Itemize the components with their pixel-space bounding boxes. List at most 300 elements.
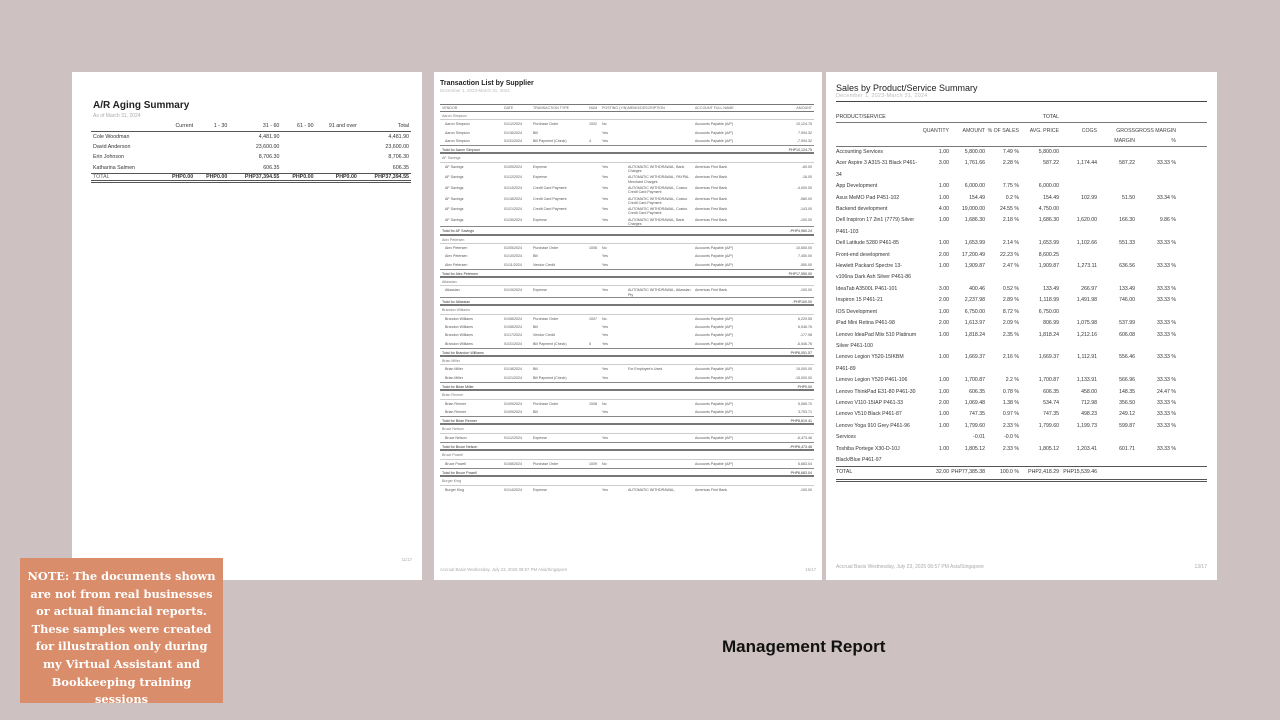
table-cell: Hewlett Packard Spectre 13-v106na Dark Ash Silver P461-86 xyxy=(836,263,911,281)
vendor-total-label: Total for Bruce Powell xyxy=(442,470,477,475)
table-cell: 1,805.12 xyxy=(964,445,985,452)
table-cell: 7.49 % xyxy=(1002,149,1019,155)
table-cell: 400.46 xyxy=(969,285,985,292)
table-cell: 33.33 % xyxy=(1156,263,1176,270)
table-cell: Brian Renner xyxy=(445,409,467,414)
table-cell: Cole Woodman xyxy=(93,133,130,140)
table-cell: 15,000.00 xyxy=(796,367,812,372)
vendor-name: Bruce Nelson xyxy=(442,427,464,432)
table-row xyxy=(836,238,1207,249)
table-cell: Yes xyxy=(602,196,608,201)
table-cell xyxy=(1059,181,1097,192)
table-cell: Bill Payment (Check) xyxy=(533,375,567,380)
tl-footer: Accrual Basis Wednesday, July 23, 2025 08:57 PM Asia/Singapore xyxy=(440,567,568,572)
table-cell: AF Savings xyxy=(445,207,464,212)
table-cell: 01/21/2024 xyxy=(504,375,522,380)
table-cell: 01/16/2024 xyxy=(504,130,522,135)
vendor-group-header xyxy=(440,451,814,459)
table-cell: 01/08/2024 xyxy=(504,324,522,329)
table-cell: 712.98 xyxy=(1081,399,1097,406)
ar-aging-page xyxy=(72,72,422,580)
table-cell: Accounts Payable (A/P) xyxy=(695,130,733,135)
table-cell: 01/08/2024 xyxy=(504,316,522,321)
table-row xyxy=(836,147,1207,158)
table-cell: Accounts Payable (A/P) xyxy=(695,316,733,321)
table-cell: 1.00 xyxy=(938,183,949,190)
vendor-total-label: Total for Atlassian xyxy=(442,300,471,305)
vendor-total-row xyxy=(440,269,814,278)
table-cell: 551.33 xyxy=(1119,240,1135,247)
table-cell: 4.00 xyxy=(938,206,949,213)
table-cell: 606.35 xyxy=(969,388,985,395)
table-cell: 33.33 % xyxy=(1156,331,1176,338)
table-cell: -100.00 xyxy=(799,487,812,492)
table-cell: 1.00 xyxy=(938,388,949,395)
vendor-total-amount: PHP17,550.00 xyxy=(788,271,812,276)
vendor-group-header xyxy=(440,357,814,365)
table-cell: 01/26/2024 xyxy=(504,217,522,222)
table-row xyxy=(836,318,1207,329)
table-cell: Accounts Payable (A/P) xyxy=(695,409,733,414)
table-cell: 2.2 % xyxy=(1005,377,1019,384)
table-cell: AUTOMATIC WITHDRAWAL, xyxy=(628,487,676,492)
table-cell xyxy=(1059,432,1097,443)
table-cell: 1,669.37 xyxy=(964,354,985,361)
total-cell: PHP0.00 xyxy=(195,173,229,181)
vendor-total-amount: PHP10,124.75 xyxy=(788,148,812,153)
table-cell: Yes xyxy=(602,341,608,346)
table-cell: 1,653.99 xyxy=(964,240,985,247)
table-cell: 0.52 % xyxy=(1002,285,1019,292)
table-cell: Accounting Services xyxy=(836,149,883,155)
table-cell: Accounts Payable (A/P) xyxy=(695,122,733,127)
table-cell: Expense xyxy=(533,487,547,492)
transaction-list-page xyxy=(434,72,822,580)
table-row xyxy=(836,215,1207,238)
table-cell: Brian Renner xyxy=(445,401,467,406)
table-cell: -4,000.00 xyxy=(796,185,812,190)
table-row xyxy=(440,184,814,195)
table-cell: No xyxy=(602,316,607,321)
tl-page-number: 16/17 xyxy=(805,567,816,572)
table-cell: 33.33 % xyxy=(1156,377,1176,384)
table-cell: 3,753.71 xyxy=(798,409,812,414)
table-cell: 498.23 xyxy=(1081,411,1097,418)
table-cell: 1,805.12 xyxy=(1038,445,1059,452)
table-cell: Alex Petersen xyxy=(445,254,468,259)
sales-summary-title: Sales by Product/Service Summary xyxy=(836,83,978,93)
table-cell: -580.00 xyxy=(799,196,812,201)
vendor-total-row xyxy=(440,416,814,425)
ss-footer: Accrual Basis Wednesday, July 23, 2025 08:57 PM Asia/Singapore xyxy=(836,564,984,570)
table-cell: 266.97 xyxy=(1081,285,1097,292)
table-cell: Inspiron 15 P461-21 xyxy=(836,297,883,304)
slide-caption: Management Report xyxy=(722,637,886,656)
table-cell: Accounts Payable (A/P) xyxy=(695,138,733,143)
table-row xyxy=(440,486,814,494)
table-cell xyxy=(161,131,195,142)
table-cell: 1,700.87 xyxy=(964,377,985,384)
table-cell: 8,600.25 xyxy=(1038,251,1059,258)
table-cell: 2.14 % xyxy=(1002,240,1019,247)
table-cell: 1,909.87 xyxy=(1038,263,1059,270)
vendor-name: Bruce Powell xyxy=(442,453,463,458)
table-cell: AUTOMATIC WITHDRAWAL, Bank Charges xyxy=(628,217,685,227)
table-cell: 01/14/2024 xyxy=(504,487,522,492)
table-cell: Americas First Bank xyxy=(695,164,728,169)
ar-aging-table xyxy=(91,122,411,183)
total-cell: TOTAL xyxy=(91,173,161,181)
table-cell: 1.00 xyxy=(938,194,949,201)
table-row xyxy=(440,163,814,174)
table-cell: Backend development xyxy=(836,206,888,213)
table-cell: 2.00 xyxy=(938,399,949,406)
table-cell: Accounts Payable (A/P) xyxy=(695,245,733,250)
table-cell: 24.55 % xyxy=(999,206,1019,213)
table-cell: Yes xyxy=(602,130,608,135)
table-cell xyxy=(1135,204,1179,215)
vendor-total-amount: PHP0.00 xyxy=(797,384,812,389)
table-cell: Expense xyxy=(533,288,547,293)
vendor-group-header xyxy=(440,154,814,162)
table-cell: 1,761.66 xyxy=(964,160,985,167)
table-cell: Purchase Order xyxy=(533,401,559,406)
table-cell: Bill xyxy=(533,130,538,135)
table-row xyxy=(440,331,814,339)
table-cell: 806.99 xyxy=(1043,320,1059,327)
table-cell: 33.33 % xyxy=(1156,320,1176,327)
vendor-total-row xyxy=(440,145,814,154)
table-row xyxy=(836,421,1207,432)
vendor-group-header xyxy=(440,112,814,120)
table-cell: 33.33 % xyxy=(1156,354,1176,361)
table-cell: 33.34 % xyxy=(1156,194,1176,201)
ss-col-amount: AMOUNT xyxy=(962,128,985,134)
table-cell xyxy=(1135,250,1179,261)
table-cell: Lenovo ThinkPad E31-80 P461-30 xyxy=(836,388,916,395)
table-row xyxy=(91,152,411,163)
tl-col-vendor: VENDOR xyxy=(442,106,458,110)
table-cell: -100.00 xyxy=(799,217,812,222)
table-cell: 166.30 xyxy=(1119,217,1135,224)
table-cell: -7,994.32 xyxy=(796,138,812,143)
vendor-group-header xyxy=(440,306,814,314)
table-cell: 22.23 % xyxy=(999,251,1019,258)
table-cell: 747.35 xyxy=(969,411,985,418)
table-cell: Accounts Payable (A/P) xyxy=(695,461,733,466)
table-cell: 2.09 % xyxy=(1002,320,1019,327)
table-cell: 1,199.73 xyxy=(1076,422,1097,429)
table-cell: 0.2 % xyxy=(1005,194,1019,201)
table-cell: Aaron Simpson xyxy=(445,138,470,143)
table-cell: Yes xyxy=(602,185,608,190)
table-cell: AUTOMATIC WITHDRAWAL, PAYPAL Merchant Charges xyxy=(628,175,690,184)
table-cell: Services xyxy=(836,434,856,441)
table-row xyxy=(440,261,814,269)
table-cell: 1,112.91 xyxy=(1077,354,1097,361)
sales-summary-page xyxy=(826,72,1217,580)
table-cell: Purchase Order xyxy=(533,245,559,250)
table-cell: Lenovo IdeaPad Miix 510 Platinum Silver P461-100 xyxy=(836,331,917,349)
table-cell: 1.00 xyxy=(938,411,949,418)
table-cell: IdeaTab A3500L P461-101 xyxy=(836,285,898,292)
table-row xyxy=(440,120,814,128)
table-cell: -16.00 xyxy=(801,175,812,180)
tl-col-num: NUM xyxy=(589,106,598,110)
table-cell: 17,200.49 xyxy=(961,251,985,258)
vendor-total-label: Total for Brandon Williams xyxy=(442,350,484,355)
table-cell: 4,481.90 xyxy=(388,133,409,140)
vendor-total-amount: -PHP4,960.24 xyxy=(789,229,812,234)
table-cell: 2.00 xyxy=(938,251,949,258)
table-cell: 1,069.48 xyxy=(964,399,985,406)
table-cell: Yes xyxy=(602,207,608,212)
table-cell: 2,237.98 xyxy=(964,297,985,304)
table-cell: Asus MeMO Pad P451-102 xyxy=(836,194,900,201)
ar-col-customer xyxy=(91,122,161,131)
table-cell xyxy=(1097,307,1135,318)
total-cell: PHP15,539.46 xyxy=(1063,469,1097,476)
table-cell: 0.78 % xyxy=(1002,388,1019,395)
vendor-total-row xyxy=(440,348,814,357)
table-cell: 33.33 % xyxy=(1156,422,1176,429)
table-cell: 33.33 % xyxy=(1156,160,1176,167)
table-cell: 5 xyxy=(589,341,591,346)
vendor-name: Brian Renner xyxy=(442,393,464,398)
table-cell xyxy=(316,152,359,163)
total-cell: PHP2,418.29 xyxy=(1028,469,1059,476)
table-cell: 1,102.66 xyxy=(1076,240,1097,247)
table-cell: No xyxy=(602,245,607,250)
table-cell: Americas First Bank xyxy=(695,185,728,190)
tl-col-type: TRANSACTION TYPE xyxy=(533,106,570,110)
vendor-total-amount: PHP8,819.41 xyxy=(790,419,812,424)
table-cell: 458.00 xyxy=(1081,388,1097,395)
table-cell xyxy=(1097,181,1135,192)
table-cell: 587.22 xyxy=(1119,160,1135,167)
ar-aging-subtitle: As of March 31, 2024 xyxy=(93,113,141,119)
table-cell: 606.08 xyxy=(1119,331,1135,338)
table-cell: 1.00 xyxy=(938,308,949,315)
table-cell: Vendor Credit xyxy=(533,262,555,267)
table-cell: AF Savings xyxy=(445,175,464,180)
total-cell: PHP0.00 xyxy=(161,173,195,181)
ar-col-current: Current xyxy=(161,122,195,131)
table-cell: Aaron Simpson xyxy=(445,130,470,135)
table-cell: IOS Development xyxy=(836,308,877,315)
table-cell: 19,000.00 xyxy=(961,206,985,213)
table-row xyxy=(440,323,814,331)
table-cell: Accounts Payable (A/P) xyxy=(695,401,733,406)
table-cell: AUTOMATIC WITHDRAWAL, Costco Credit Card Payment xyxy=(628,207,688,216)
table-cell: 537.99 xyxy=(1119,320,1135,327)
table-cell: Dell Latitude 5280 P461-85 xyxy=(836,240,899,247)
table-cell: Brandon Williams xyxy=(445,324,473,329)
table-cell: Credit Card Payment xyxy=(533,196,567,201)
ar-aging-header-row xyxy=(91,122,411,131)
table-row xyxy=(440,460,814,468)
table-cell: Yes xyxy=(602,324,608,329)
table-cell: 1006 xyxy=(589,245,597,250)
table-cell: Expense xyxy=(533,175,547,180)
table-cell xyxy=(1059,204,1097,215)
ss-col-cogs: COGS xyxy=(1081,128,1097,134)
ss-head-product: PRODUCT/SERVICE xyxy=(836,114,886,120)
table-cell: 33.33 % xyxy=(1156,297,1176,304)
transaction-list-header xyxy=(440,104,814,112)
total-cell: PHP77,385.38 xyxy=(951,469,985,476)
table-cell: Erin Johnson xyxy=(93,154,124,161)
table-cell xyxy=(1019,432,1059,443)
table-cell: 9.86 % xyxy=(1159,217,1176,224)
table-cell: 1,909.87 xyxy=(964,263,985,270)
table-row xyxy=(91,131,411,142)
ss-head-total: TOTAL xyxy=(1042,114,1059,120)
table-cell: 2.89 % xyxy=(1002,297,1019,304)
table-cell: 2.18 % xyxy=(1002,217,1019,224)
table-cell: 1002 xyxy=(589,122,597,127)
table-cell: 7,994.32 xyxy=(798,130,812,135)
table-cell: 6,683.04 xyxy=(798,461,812,466)
ss-col-quantity: QUANTITY xyxy=(922,128,949,134)
table-cell: -6,546.76 xyxy=(796,341,812,346)
total-cell: PHP37,394.55 xyxy=(359,173,411,181)
table-cell: 33.33 % xyxy=(1156,399,1176,406)
table-cell: -0.01 xyxy=(973,434,985,441)
table-cell xyxy=(1059,147,1097,158)
table-row xyxy=(836,307,1207,318)
vendor-name: Brandon Williams xyxy=(442,308,470,313)
table-row xyxy=(91,163,411,174)
table-cell xyxy=(281,163,315,174)
table-cell: 1,653.99 xyxy=(1038,240,1059,247)
table-cell: Bill Payment (Check) xyxy=(533,138,567,143)
table-cell: -143.00 xyxy=(799,207,812,212)
table-cell xyxy=(161,152,195,163)
table-cell: 1,799.60 xyxy=(1038,422,1059,429)
table-cell: 8.72 % xyxy=(1002,308,1019,315)
table-cell: 606.35 xyxy=(263,164,280,171)
transaction-list-subtitle: December 1, 2023-March 31, 2024 xyxy=(440,88,510,93)
table-cell: Yes xyxy=(602,409,608,414)
table-cell: Yes xyxy=(602,217,608,222)
table-cell: 33.33 % xyxy=(1156,285,1176,292)
table-cell: 6,000.00 xyxy=(1038,183,1059,190)
table-cell: 7.75 % xyxy=(1002,183,1019,190)
total-cell xyxy=(1135,467,1179,478)
vendor-total-label: Total for Aaron Simpson xyxy=(442,148,481,153)
table-cell xyxy=(281,142,315,153)
table-cell xyxy=(281,131,315,142)
table-cell: 01/08/2024 xyxy=(504,461,522,466)
table-cell: Brian Miller xyxy=(445,375,463,380)
table-cell: Aaron Simpson xyxy=(445,122,470,127)
table-cell: 133.49 xyxy=(1119,285,1135,292)
table-cell: 1.00 xyxy=(938,354,949,361)
table-cell: Alex Petersen xyxy=(445,245,468,250)
table-cell xyxy=(1097,147,1135,158)
table-cell: 1,818.24 xyxy=(1038,331,1059,338)
table-cell: 01/18/2024 xyxy=(504,196,522,201)
vendor-group-header xyxy=(440,236,814,244)
vendor-total-row xyxy=(440,468,814,477)
table-row xyxy=(836,387,1207,398)
table-row xyxy=(440,195,814,206)
table-cell: 1.38 % xyxy=(1002,399,1019,406)
table-cell: 1.00 xyxy=(938,263,949,270)
table-cell: 601.71 xyxy=(1119,445,1135,452)
table-cell: 249.12 xyxy=(1119,411,1135,418)
table-row xyxy=(836,181,1207,192)
table-cell: 1,818.24 xyxy=(964,331,985,338)
table-row xyxy=(836,284,1207,295)
table-row xyxy=(836,398,1207,409)
table-row xyxy=(440,374,814,382)
ss-col-avg-price: AVG. PRICE xyxy=(1029,128,1059,134)
table-cell: Credit Card Payment xyxy=(533,207,567,212)
table-cell: 01/11/2024 xyxy=(504,262,522,267)
table-cell: 10,124.75 xyxy=(796,122,812,127)
table-row xyxy=(836,444,1207,467)
ar-col-31-60: 31 - 60 xyxy=(229,122,281,131)
table-row xyxy=(836,330,1207,353)
table-cell: Credit Card Payment xyxy=(533,185,567,190)
table-cell: 01/09/2024 xyxy=(504,401,522,406)
table-cell: 8,706.30 xyxy=(258,154,280,161)
table-cell: 1.00 xyxy=(938,377,949,384)
table-cell: -6,473.46 xyxy=(796,435,812,440)
tl-col-posting: POSTING (Y/N) xyxy=(602,106,628,110)
table-cell: 606.35 xyxy=(1043,388,1059,395)
table-cell: Dell Inspiron 17 2in1 (7779) Silver P461-103 xyxy=(836,217,915,235)
vendor-total-label: Total for Brian Miller xyxy=(442,384,474,389)
table-cell: 01/21/2024 xyxy=(504,207,522,212)
table-cell: Expense xyxy=(533,435,547,440)
table-cell: Brian Miller xyxy=(445,367,463,372)
table-cell: 6,750.00 xyxy=(964,308,985,315)
ss-header-columns xyxy=(836,123,1207,147)
total-cell: 100.0 % xyxy=(999,469,1019,476)
table-cell: Americas First Bank xyxy=(695,175,728,180)
table-cell: 33.33 % xyxy=(1156,445,1176,452)
table-cell xyxy=(1135,181,1179,192)
table-cell: 1,075.98 xyxy=(1076,320,1097,327)
table-cell: 01/14/2024 xyxy=(504,185,522,190)
table-cell: 1,133.91 xyxy=(1076,377,1097,384)
table-cell xyxy=(1097,432,1135,443)
table-cell: AF Savings xyxy=(445,185,464,190)
table-cell: 1009 xyxy=(589,461,597,466)
table-cell: 1,613.97 xyxy=(964,320,985,327)
table-cell: Bruce Nelson xyxy=(445,435,467,440)
table-row xyxy=(836,295,1207,306)
vendor-total-amount: PHP6,051.57 xyxy=(790,350,812,355)
table-cell: AF Savings xyxy=(445,217,464,222)
table-cell: -15,000.00 xyxy=(794,375,812,380)
table-cell: 606.35 xyxy=(392,164,409,171)
table-cell: 102.99 xyxy=(1081,194,1097,201)
table-cell: 1.00 xyxy=(938,331,949,338)
transaction-list-table xyxy=(440,104,814,494)
table-cell: Burger King xyxy=(445,487,464,492)
vendor-name: Alex Petersen xyxy=(442,237,465,242)
table-row xyxy=(836,250,1207,261)
table-cell: 2.33 % xyxy=(1002,422,1019,429)
table-cell: -60.00 xyxy=(801,164,812,169)
table-cell: 1.00 xyxy=(938,445,949,452)
table-cell: 01/31/2024 xyxy=(504,341,522,346)
table-cell xyxy=(1097,250,1135,261)
